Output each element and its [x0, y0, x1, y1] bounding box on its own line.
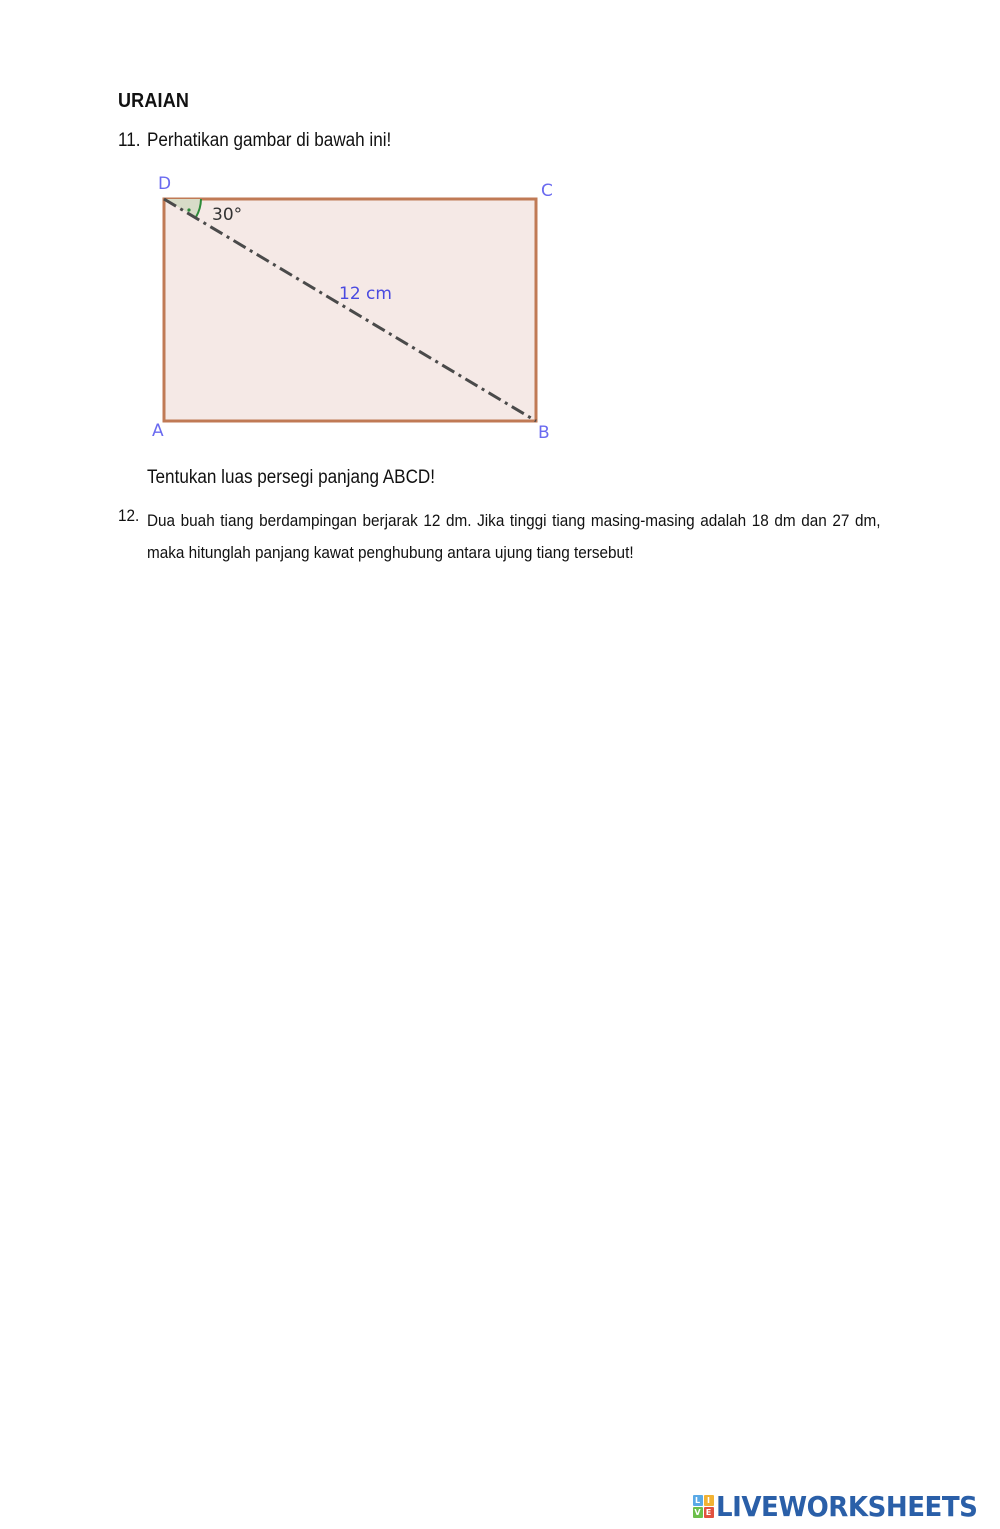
logo-mark-tile: L [693, 1495, 703, 1506]
question-11-prompt: Perhatikan gambar di bawah ini! [147, 130, 392, 151]
logo-mark-tile: V [694, 1507, 701, 1517]
logo-mark-tile: E [704, 1507, 714, 1518]
diagonal-label: 12 cm [339, 284, 392, 304]
angle-label: 30° [212, 205, 243, 225]
vertex-label-a: A [152, 421, 164, 441]
angle-dot [187, 208, 190, 211]
vertex-label-c: C [541, 181, 553, 201]
rectangle-figure [140, 165, 580, 455]
question-11-number: 11. [118, 130, 141, 151]
section-title: URAIAN [118, 90, 190, 112]
liveworksheets-logo-text: LIVEWORKSHEETS [716, 1489, 978, 1523]
question-11-task: Tentukan luas persegi panjang ABCD! [147, 467, 436, 488]
question-12-text: Dua buah tiang berdampingan berjarak 12 dm. Jika tinggi tiang masing-masing adalah 18 dm dan 27 dm, maka hitunglah panjang kawat penghubung antara ujung tiang tersebut! [147, 511, 881, 562]
question-12-number: 12. [118, 506, 140, 525]
liveworksheets-logo-mark [692, 1494, 714, 1518]
vertex-label-b: B [538, 423, 550, 443]
logo-mark-tile: I [704, 1495, 714, 1506]
vertex-label-d: D [158, 174, 172, 194]
liveworksheets-logo[interactable] [692, 1490, 997, 1522]
